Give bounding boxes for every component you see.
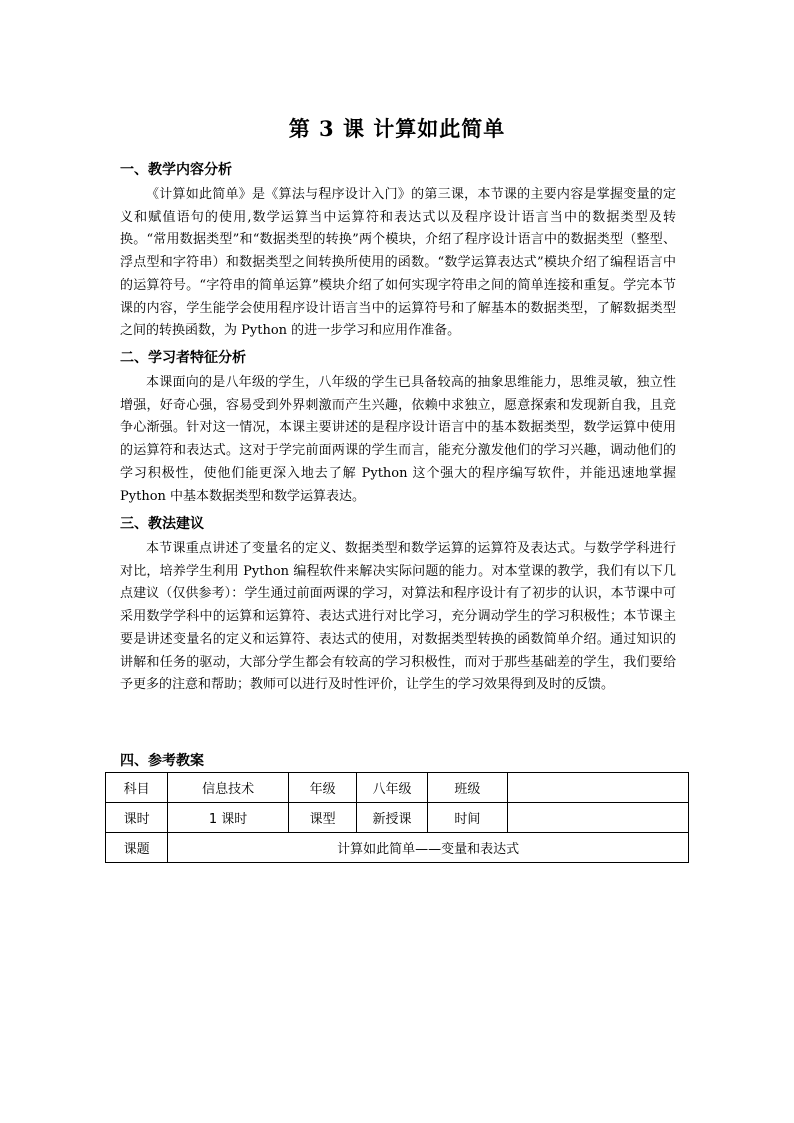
type-value: 新授课 xyxy=(357,803,427,833)
section-body: 《计算如此简单》是《算法与程序设计入门》的第三课，本节课的主要内容是掌握变量的定义和赋值语句的使用,数学运算当中运算符和表达式以及程序设计语言当中的数据类型及转换。“常用数据类型”和“数据类型的转换”两个模块，介绍了程序设计语言中的数据类型（整型、浮点型和字符串）和数据类型之间转换所使用的函数。“数学运算表达式”模块介绍了编程语言中的运算符号。“字符串的简单运算”模块介绍了如何实现字符串之间的简单连接和重复。学完本节课的内容，学生能学会使用程序设计语言当中的运算符号和了解基本的数据类型，了解数据类型之间的转换函数，为 Python 的进一步学习和应用作准备。 xyxy=(120,187,676,339)
section-body: 本节课重点讲述了变量名的定义、数据类型和数学运算的运算符及表达式。与数学学科进行对比，培养学生利用 Python 编程软件来解决实际问题的能力。对本堂课的教学，我们有以下几点建议（仅供参考）：学生通过前面两课的学习，对算法和程序设计有了初步的认识，本节课中可采用数学学科中的运算和运算符、表达式进行对比学习，充分调动学生的学习积极性；本节课主要是讲述变量名的定义和运算符、表达式的使用，对数据类型转换的函数简单介绍。通过知识的讲解和任务的驱动，大部分学生都会有较高的学习积极性，而对于那些基础差的学生，我们要给予更多的注意和帮助；教师可以进行及时性评价，让学生的学习效果得到及时的反馈。 xyxy=(120,541,676,693)
section-heading: 四、参考教案 xyxy=(120,753,204,769)
section-learner-analysis xyxy=(120,348,676,508)
section-teaching-suggestions xyxy=(120,514,676,697)
topic-value: 计算如此简单——变量和表达式 xyxy=(168,833,689,863)
section-heading: 一、教学内容分析 xyxy=(120,162,232,178)
section-body: 本课面向的是八年级的学生，八年级的学生已具备较高的抽象思维能力，思维灵敏，独立性增强，好奇心强，容易受到外界刺激而产生兴趣，依赖中求独立，愿意探索和发现新自我，且竞争心渐强。针对这一情况，本课主要讲述的是程序设计语言中的基本数据类型，数学运算中使用的运算符和表达式。这对于学完前面两课的学生而言，能充分激发他们的学习兴趣，调动他们的学习积极性，使他们能更深入地去了解 Python 这个强大的程序编写软件，并能迅速地掌握 Python 中基本数据类型和数学运算表达。 xyxy=(120,375,676,504)
section-heading: 二、学习者特征分析 xyxy=(120,350,246,366)
grade-label: 年级 xyxy=(288,773,356,803)
subject-value: 信息技术 xyxy=(168,773,289,803)
time-value xyxy=(508,803,689,833)
period-value: 1 课时 xyxy=(168,803,289,833)
lesson-plan-table xyxy=(105,772,689,863)
type-label: 课型 xyxy=(288,803,356,833)
class-label: 班级 xyxy=(427,773,507,803)
topic-label: 课题 xyxy=(106,833,168,863)
grade-value: 八年级 xyxy=(357,773,427,803)
table-row xyxy=(106,803,689,833)
class-value xyxy=(508,773,689,803)
table-row xyxy=(106,773,689,803)
subject-label: 科目 xyxy=(106,773,168,803)
section-reference-plan xyxy=(120,751,676,771)
table-row xyxy=(106,833,689,863)
page-title: 第 3 课 计算如此简单 xyxy=(288,116,506,141)
section-content-analysis xyxy=(120,160,676,343)
time-label: 时间 xyxy=(427,803,507,833)
period-label: 课时 xyxy=(106,803,168,833)
section-heading: 三、教法建议 xyxy=(120,516,204,532)
